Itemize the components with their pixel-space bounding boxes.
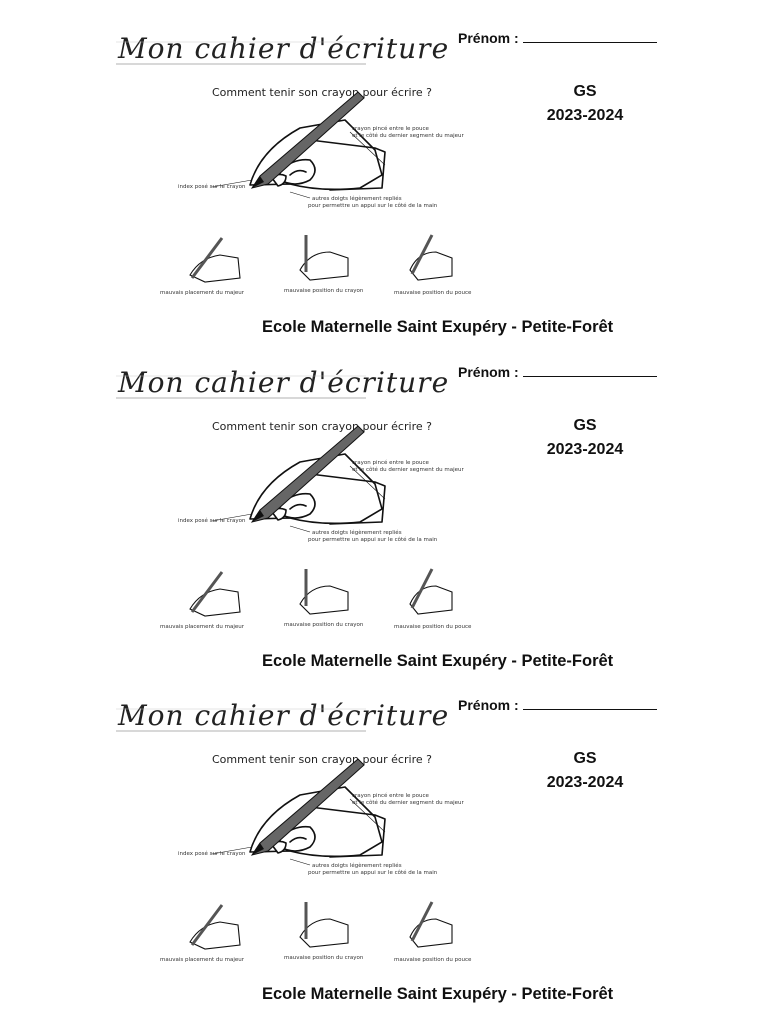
prenom-label: Prénom : xyxy=(458,364,519,380)
note-pinch-line2: et le côté du dernier segment du majeur xyxy=(352,800,464,806)
illustration-question: Comment tenir son crayon pour écrire ? xyxy=(212,420,432,433)
note-index: index posé sur le crayon xyxy=(178,851,246,857)
pencil-grip-illustration xyxy=(160,414,680,639)
note-fingers-line1: autres doigts légèrement repliés xyxy=(312,863,402,869)
wrong-grip-3-drawing xyxy=(410,569,452,614)
caption-wrong-middle-finger: mauvais placement du majeur xyxy=(160,957,245,963)
caption-wrong-middle-finger: mauvais placement du majeur xyxy=(160,624,245,630)
prenom-blank-line[interactable] xyxy=(523,366,657,377)
wrong-grip-2-drawing xyxy=(300,902,348,947)
note-index: index posé sur le crayon xyxy=(178,184,246,190)
note-pinch-line1: crayon pincé entre le pouce xyxy=(352,460,429,466)
cursive-title-image xyxy=(116,364,450,404)
caption-wrong-thumb-position: mauvaise position du pouce xyxy=(394,957,472,963)
school-name: Ecole Maternelle Saint Exupéry - Petite-Forêt xyxy=(262,985,614,1003)
level-label: GS xyxy=(573,417,597,434)
pencil-grip-illustration xyxy=(160,80,680,305)
prenom-label: Prénom : xyxy=(458,30,519,46)
wrong-grip-2-drawing xyxy=(300,235,348,280)
cursive-title-image xyxy=(116,30,450,70)
illustration-question: Comment tenir son crayon pour écrire ? xyxy=(212,86,432,99)
cursive-title: Mon cahier d'écriture xyxy=(118,32,450,65)
note-fingers-line2: pour permettre un appui sur le côté de la main xyxy=(308,537,438,543)
caption-wrong-pencil-position: mauvaise position du crayon xyxy=(284,288,364,294)
level-label: GS xyxy=(573,83,597,100)
cursive-title: Mon cahier d'écriture xyxy=(118,366,450,399)
illustration-question: Comment tenir son crayon pour écrire ? xyxy=(212,753,432,766)
note-fingers-line1: autres doigts légèrement repliés xyxy=(312,196,402,202)
note-fingers-line2: pour permettre un appui sur le côté de la main xyxy=(308,870,438,876)
note-fingers-line2: pour permettre un appui sur le côté de la main xyxy=(308,203,438,209)
prenom-label: Prénom : xyxy=(458,697,519,713)
note-fingers-line1: autres doigts légèrement repliés xyxy=(312,530,402,536)
wrong-grip-3-drawing xyxy=(410,902,452,947)
wrong-grip-3-drawing xyxy=(410,235,452,280)
worksheet-header-3 xyxy=(0,667,768,1001)
worksheet-header-2 xyxy=(0,334,768,668)
wrong-grip-1-drawing xyxy=(190,572,240,616)
prenom-field xyxy=(458,30,657,46)
cursive-title-image xyxy=(116,697,450,737)
prenom-field xyxy=(458,697,657,713)
worksheet-header-1 xyxy=(0,0,768,334)
wrong-grip-1-drawing xyxy=(190,238,240,282)
wrong-grip-2-drawing xyxy=(300,569,348,614)
note-pinch-line1: crayon pincé entre le pouce xyxy=(352,793,429,799)
prenom-field xyxy=(458,364,657,380)
school-name: Ecole Maternelle Saint Exupéry - Petite-Forêt xyxy=(262,652,614,670)
school-year: 2023-2024 xyxy=(546,107,624,124)
cursive-title: Mon cahier d'écriture xyxy=(118,699,450,732)
school-year: 2023-2024 xyxy=(546,774,624,791)
prenom-blank-line[interactable] xyxy=(523,699,657,710)
note-pinch-line2: et le côté du dernier segment du majeur xyxy=(352,133,464,139)
school-name: Ecole Maternelle Saint Exupéry - Petite-Forêt xyxy=(262,318,614,336)
prenom-blank-line[interactable] xyxy=(523,32,657,43)
caption-wrong-thumb-position: mauvaise position du pouce xyxy=(394,290,472,296)
caption-wrong-pencil-position: mauvaise position du crayon xyxy=(284,955,364,961)
caption-wrong-pencil-position: mauvaise position du crayon xyxy=(284,622,364,628)
note-pinch-line1: crayon pincé entre le pouce xyxy=(352,126,429,132)
school-year: 2023-2024 xyxy=(546,441,624,458)
caption-wrong-middle-finger: mauvais placement du majeur xyxy=(160,290,245,296)
pencil-grip-illustration xyxy=(160,747,680,972)
caption-wrong-thumb-position: mauvaise position du pouce xyxy=(394,624,472,630)
level-label: GS xyxy=(573,750,597,767)
note-index: index posé sur le crayon xyxy=(178,518,246,524)
note-pinch-line2: et le côté du dernier segment du majeur xyxy=(352,467,464,473)
wrong-grip-1-drawing xyxy=(190,905,240,949)
